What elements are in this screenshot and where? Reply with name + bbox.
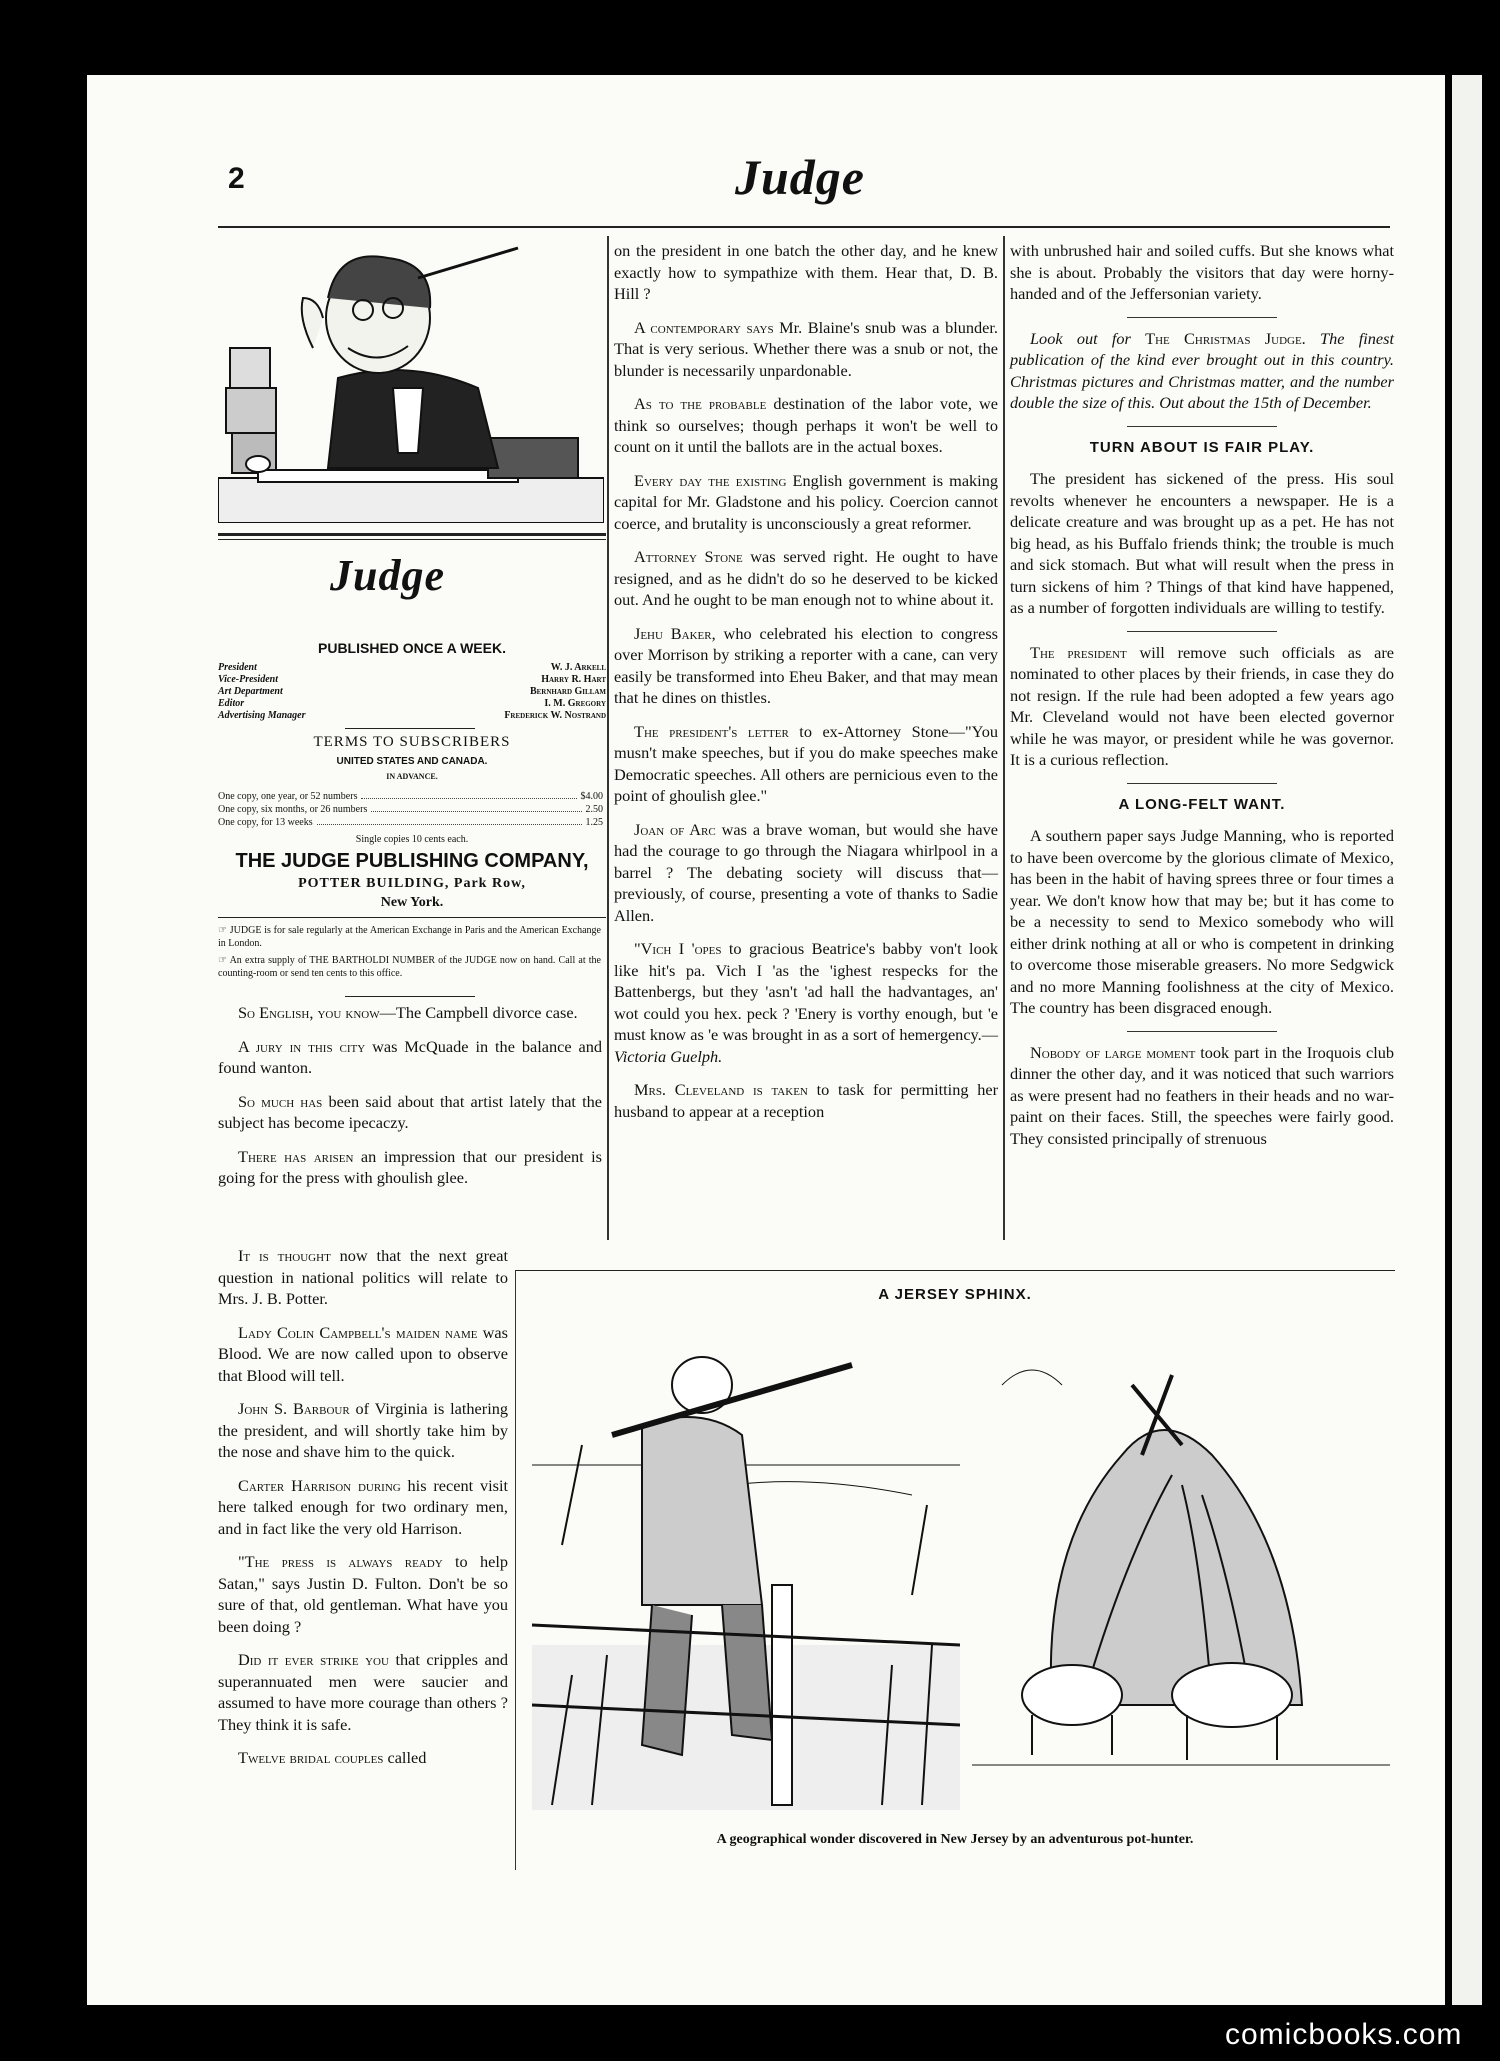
paragraph	[218, 1245, 508, 1310]
paragraph-text: on the president in one batch the other day, and he knew exactly how to sympathize with them. Hear that, D. B. Hill ?	[614, 241, 998, 303]
rate-row	[218, 816, 603, 829]
paragraph	[614, 721, 998, 807]
sidebar-logo: Judge	[330, 551, 445, 600]
column-rule	[1003, 236, 1005, 1240]
publisher-city: New York.	[380, 895, 444, 910]
paragraph-lead: "Vich I 'opes	[634, 939, 722, 958]
paragraph-text: to help Satan," says Justin D. Fulton. Don't be so sure of that, old gentleman. What have you been doing ?	[218, 1552, 508, 1636]
paragraph-lead: Mrs. Cleveland is taken	[634, 1080, 808, 1099]
paragraph-rule	[1127, 426, 1277, 427]
paragraph-text: will remove such officials as are nominated to other places by their friends, in case they do not resign. If the rule had been adopted a few years ago Mr. Cleveland would not have been elected governor while he was mayor, or president while he was governor. It is a curious reflection.	[1010, 642, 1394, 769]
paragraph	[218, 1475, 508, 1540]
paragraph-lead: A contemporary says	[634, 317, 774, 337]
paragraph-text: was McQuade in the balance and found wanton.	[218, 1036, 602, 1077]
paragraph: A southern paper says Judge Manning, who is reported to have been overcome by the glorious climate of Mexico, has been in the habit of having sprees three or four times a year. We don't know how that may be; but it has come to be a necessity to send to Mexico somebody who will either drink nothing at all or who is competent in drinking to overcome those miserable greasers. No more Sedgwick and no more Manning foolishness at the city of Mexico. The country has been disgraced enough.	[1010, 826, 1394, 1017]
paragraph-lead: A jury in this city	[238, 1036, 366, 1056]
paragraph	[614, 819, 998, 927]
rates-list	[218, 790, 603, 829]
staff-name: Frederick W. Nostrand	[504, 710, 606, 721]
terms-advance: IN ADVANCE.	[386, 772, 438, 781]
paragraph-lead: So much has	[238, 1091, 323, 1111]
paragraph-text: Mr. Blaine's snub was a blunder. That is very serious. Whether there was a snub or not, the blunder is necessarily unpardonable.	[614, 317, 998, 380]
paragraph-lead: So English, you know	[238, 1003, 380, 1022]
paragraph	[218, 1091, 602, 1134]
staff-role: Vice-President	[218, 674, 278, 685]
published-weekly: PUBLISHED ONCE A WEEK.	[318, 640, 506, 656]
paragraph-text: an impression that our president is going for the press with ghoulish glee.	[218, 1146, 602, 1187]
notice-rule	[345, 996, 475, 997]
column-1-lower	[218, 1245, 508, 1781]
paragraph-text: now that the next great question in national politics will relate to Mrs. J. B. Potter.	[218, 1246, 508, 1308]
paragraph	[614, 393, 998, 458]
staff-row	[218, 674, 606, 686]
paragraph	[614, 240, 998, 305]
paragraph-lead: It is thought	[238, 1246, 331, 1265]
column-1-upper	[218, 1002, 602, 1201]
staff-name: Harry R. Hart	[541, 674, 606, 685]
paragraph-lead: The president	[1030, 642, 1127, 662]
paragraph-lead: Lady Colin Campbell's maiden name	[238, 1322, 478, 1342]
cartoon-side-rule	[515, 1270, 516, 1870]
paragraph-lead: Every day the existing	[634, 470, 787, 490]
publisher-address: POTTER BUILDING, Park Row,	[298, 876, 526, 891]
notice-text: The finest publication of the kind ever brought out in this country. Christmas pictures and Christmas matter, and the number double the size of this. Out about the 15th of December.	[1010, 328, 1394, 412]
staff-name: W. J. Arkell	[550, 662, 606, 673]
paragraph	[614, 938, 998, 1067]
publisher-name: THE JUDGE PUBLISHING COMPANY,	[235, 850, 589, 872]
paragraph-lead: Twelve bridal couples	[238, 1748, 384, 1767]
cartoon-caption: A geographical wonder discovered in New Jersey by an adventurous pot-hunter.	[716, 1832, 1194, 1847]
rate-price: 1.25	[585, 817, 603, 828]
paragraph-lead: "The press is always ready	[238, 1552, 443, 1571]
sidebar-rule-thin	[218, 539, 606, 540]
paragraph-lead: Nobody of large moment	[1030, 1042, 1196, 1062]
paragraph-text: of Virginia is lathering the president, and will shortly take him by the nose and shave him to the quick.	[218, 1399, 508, 1461]
rate-label: One copy, six months, or 26 numbers	[218, 804, 368, 815]
paragraph-lead: Jehu Baker,	[634, 623, 716, 643]
paragraph	[218, 1036, 602, 1079]
paragraph-text: took part in the Iroquois club dinner the other day, and it was noticed that such warriors as were present had no feathers in their heads and no war-paint on their faces. Still, the speeches were fairly good. They consisted principally of strenuous	[1010, 1042, 1395, 1148]
notice-title: The Christmas Judge.	[1145, 328, 1306, 348]
notice-bartholdi: ☞ An extra supply of THE BARTHOLDI NUMBER of the JUDGE now on hand. Call at the counting-room or send ten cents to this office.	[218, 955, 601, 979]
paragraph-text: to gracious Beatrice's babby von't look like hit's pa. Vich I 'as the 'ighest respecks for the Battenbergs, but they 'asn't 'ad hall the hadvantages, an' wot could you hex. peck ? 'Enery is vorthy enough, but 'e must know as 'e was brought in as a sort of hemergency.—	[614, 939, 998, 1044]
paragraph	[218, 1747, 508, 1769]
page-number: 2	[228, 162, 245, 195]
staff-row	[218, 686, 606, 698]
column-3	[1010, 240, 1394, 1161]
cartoon-hunter-panel	[532, 1345, 960, 1810]
cartoon-top-rule	[515, 1270, 1395, 1271]
staff-list	[218, 662, 606, 722]
staff-rule	[345, 728, 475, 729]
paragraph-lead: Carter Harrison during	[238, 1475, 401, 1495]
rate-label: One copy, one year, or 52 numbers	[218, 791, 358, 802]
headline-turn-about: TURN ABOUT IS FAIR PLAY.	[1089, 438, 1315, 456]
headline-long-felt-want: A LONG-FELT WANT.	[1118, 795, 1286, 813]
paragraph-text: that cripples and superannuated men were saucier and assumed to have more courage than others ? They think it is safe.	[218, 1650, 508, 1734]
paragraph-lead: Joan of Arc	[634, 819, 716, 839]
paragraph-rule	[1127, 1031, 1277, 1032]
column-rule	[607, 236, 609, 1240]
paragraph-lead: Did it ever strike you	[238, 1650, 389, 1669]
column-2	[614, 240, 998, 1134]
paragraph-lead: John S. Barbour	[238, 1399, 350, 1418]
paragraph-text: to ex-Attorney Stone—"You musn't make speeches, but if you do make speeches make Democratic speeches. All others are pernicious even to the point of ghoulish glee."	[614, 721, 998, 805]
paragraph	[218, 1551, 508, 1637]
staff-role: Editor	[218, 698, 245, 709]
paragraph-lead: As to the probable	[634, 394, 767, 413]
staff-row	[218, 710, 606, 722]
paragraph-text: destination of the labor vote, we think so ourselves; though perhaps it won't be well to count on it until the ballots are in the actual boxes.	[614, 394, 999, 456]
notice-paris: ☞ JUDGE is for sale regularly at the American Exchange in Paris and the American Exchange in London.	[218, 925, 601, 949]
paragraph	[614, 317, 998, 382]
paragraph	[614, 546, 998, 611]
paragraph	[218, 1146, 602, 1189]
staff-name: I. M. Gregory	[544, 698, 606, 709]
sidebar-rule	[218, 917, 606, 918]
staff-row	[218, 698, 606, 710]
paragraph	[218, 1002, 602, 1024]
cartoon-title: A JERSEY SPHINX.	[878, 1286, 1032, 1303]
paragraph: The president has sickened of the press. His soul revolts whenever he encounters a newspaper. He is a delicate creature and was brought up as a pet. He has not big head, as his Buffalo friends think; the trouble is much and sick stomach. But what will result when the press in turn sickens of him ? Things of that kind have happened, as a number of forgotten individuals are willing to testify.	[1010, 469, 1394, 617]
paragraph-text: to task for permitting her husband to appear at a reception	[614, 1080, 998, 1121]
paragraph-rule	[1127, 317, 1277, 318]
cartoon-haystack-panel	[972, 1345, 1390, 1810]
paragraph-text: was Blood. We are now called upon to observe that Blood will tell.	[218, 1322, 508, 1385]
signature: Victoria Guelph.	[614, 1046, 723, 1066]
paragraph-text: was served right. He ought to have resigned, and as he didn't do so he deserved to be kicked out. And he ought to be man enough not to whine about it.	[614, 547, 998, 609]
sidebar-rule	[218, 533, 606, 536]
rate-label: One copy, for 13 weeks	[218, 817, 313, 828]
paragraph	[218, 1398, 508, 1463]
paragraph-text: —The Campbell divorce case.	[379, 1003, 578, 1022]
header-rule	[218, 226, 1390, 228]
next-page-edge	[1452, 75, 1482, 2005]
paragraph	[218, 1649, 508, 1735]
staff-role: Art Department	[218, 686, 283, 697]
paragraph	[614, 1079, 998, 1122]
paragraph-text: was a brave woman, but would she have had the courage to go through the Niagara whirlpool in a barrel ? The debating society will discuss that—previously, of course, presenting a vote of thanks to Sadie Allen.	[614, 819, 998, 925]
paragraph-rule	[1127, 631, 1277, 632]
paragraph-text: who celebrated his election to congress over Morrison by striking a reporter with a cane, can very easily be transformed into Eheu Baker, and that may mean that he dines on thistles.	[614, 623, 998, 707]
terms-title: TERMS TO SUBSCRIBERS	[313, 734, 511, 750]
masthead-logo: Judge	[735, 149, 865, 205]
paragraph-text: called	[383, 1748, 427, 1767]
paragraph-lead: Attorney Stone	[634, 547, 743, 566]
staff-role: Advertising Manager	[218, 710, 306, 721]
paragraph-lead: The president's letter	[634, 721, 789, 741]
paragraph	[218, 1322, 508, 1387]
paragraph	[614, 623, 998, 709]
paragraph-text: English government is making capital for Mr. Gladstone and his policy. Coercion cannot coerce, and brutality is unconsciously a great reformer.	[614, 470, 998, 533]
christmas-notice	[1010, 328, 1394, 414]
paragraph	[1010, 1042, 1394, 1150]
paragraph	[614, 470, 998, 535]
paragraph-text: his recent visit here talked enough for two ordinary men, and in fact like the very old Harrison.	[218, 1475, 508, 1538]
paragraph-lead: There has arisen	[238, 1146, 354, 1166]
rate-row	[218, 803, 603, 816]
rate-row	[218, 790, 603, 803]
paragraph	[1010, 642, 1394, 771]
staff-name: Bernhard Gillam	[529, 686, 606, 697]
staff-row	[218, 662, 606, 674]
terms-region: UNITED STATES AND CANADA.	[336, 756, 488, 767]
rate-price: $4.00	[580, 791, 603, 802]
editor-caricature-illustration	[218, 238, 604, 523]
paragraph: with unbrushed hair and soiled cuffs. But she knows what she is about. Probably the visitors that day were horny-handed and of the Jeffersonian variety.	[1010, 241, 1394, 303]
notice-text: Look out for	[1030, 328, 1146, 348]
rate-price: 2.50	[585, 804, 603, 815]
site-watermark: comicbooks.com	[1225, 2018, 1463, 2051]
paragraph-text: been said about that artist lately that the subject has become ipecaczy.	[218, 1091, 602, 1132]
single-copies: Single copies 10 cents each.	[355, 834, 469, 845]
paragraph-rule	[1127, 783, 1277, 784]
staff-role: President	[218, 662, 257, 673]
